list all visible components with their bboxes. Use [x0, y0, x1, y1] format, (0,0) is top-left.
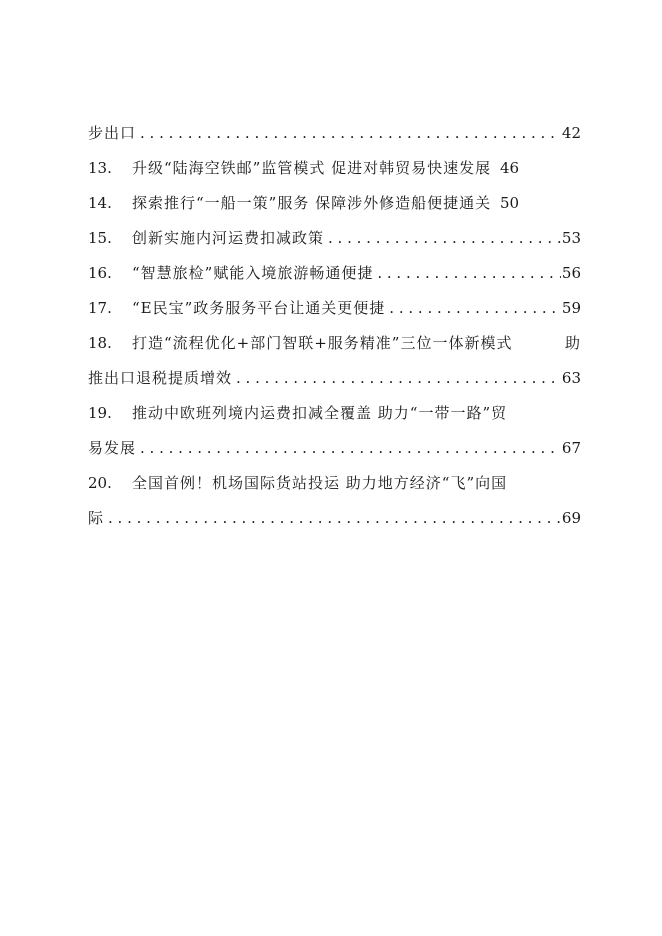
toc-entry[interactable]: [88, 116, 581, 151]
toc-entry[interactable]: [88, 256, 581, 291]
toc-entry-title: 步出口: [88, 124, 137, 142]
toc-entry[interactable]: [88, 501, 581, 536]
toc-entry-title: 打造“流程优化+部门智联+服务精准”三位一体新模式: [132, 334, 513, 352]
toc-entry-number: 16.: [88, 264, 112, 282]
toc-entry-title: 易发展: [88, 439, 137, 457]
toc-entry-number: 13.: [88, 159, 112, 177]
toc-entry-page: 50: [500, 194, 520, 212]
toc-entry[interactable]: [88, 396, 581, 431]
toc-entry-number: 15.: [88, 229, 112, 247]
toc-entry-page: 63: [561, 369, 581, 387]
toc-entry-number: 19.: [88, 404, 112, 422]
toc-leader-dots: [385, 291, 561, 326]
toc-entry-page: 59: [561, 299, 581, 317]
toc-entry-page: 42: [561, 124, 581, 142]
toc-leader-dots: [232, 361, 561, 396]
toc-entry-title: 全国首例！机场国际货站投运 助力地方经济“飞”向国: [132, 474, 508, 492]
toc-entry[interactable]: [88, 326, 581, 361]
toc-entry-title: 升级“陆海空铁邮”监管模式 促进对韩贸易快速发展: [132, 159, 492, 177]
toc-entry[interactable]: [88, 221, 581, 256]
toc-entry-number: 18.: [88, 334, 112, 352]
toc-entry-title: 推动中欧班列境内运费扣减全覆盖 助力“一带一路”贸: [132, 404, 508, 422]
toc-entry[interactable]: [88, 361, 581, 396]
toc-entry-page: 53: [561, 229, 581, 247]
toc-entry[interactable]: [88, 186, 581, 221]
toc-entry[interactable]: [88, 466, 581, 501]
toc-entry-title-tail: 助: [564, 334, 581, 352]
toc-entry-title: 际: [88, 509, 105, 527]
toc-entry-title: “智慧旅检”赋能入境旅游畅通便捷: [132, 264, 374, 282]
toc-entry-page: 69: [561, 509, 581, 527]
toc-entry[interactable]: [88, 431, 581, 466]
toc-leader-dots: [136, 116, 561, 151]
toc-leader-dots: [104, 501, 561, 536]
toc-entry-number: 20.: [88, 474, 112, 492]
toc-entry[interactable]: [88, 151, 581, 186]
table-of-contents: [88, 116, 581, 536]
toc-entry-number: 17.: [88, 299, 112, 317]
toc-entry-page: 46: [500, 159, 520, 177]
toc-leader-dots: [136, 431, 561, 466]
toc-entry-title: “E民宝”政务服务平台让通关更便捷: [132, 299, 386, 317]
toc-entry[interactable]: [88, 291, 581, 326]
toc-entry-page: 67: [561, 439, 581, 457]
toc-entry-number: 14.: [88, 194, 112, 212]
toc-entry-title: 推出口退税提质增效: [88, 369, 233, 387]
toc-leader-dots: [373, 256, 561, 291]
toc-entry-title: 创新实施内河运费扣减政策: [132, 229, 325, 247]
toc-entry-page: 56: [561, 264, 581, 282]
toc-leader-dots: [324, 221, 561, 256]
toc-entry-title: 探索推行“一船一策”服务 保障涉外修造船便捷通关: [132, 194, 492, 212]
